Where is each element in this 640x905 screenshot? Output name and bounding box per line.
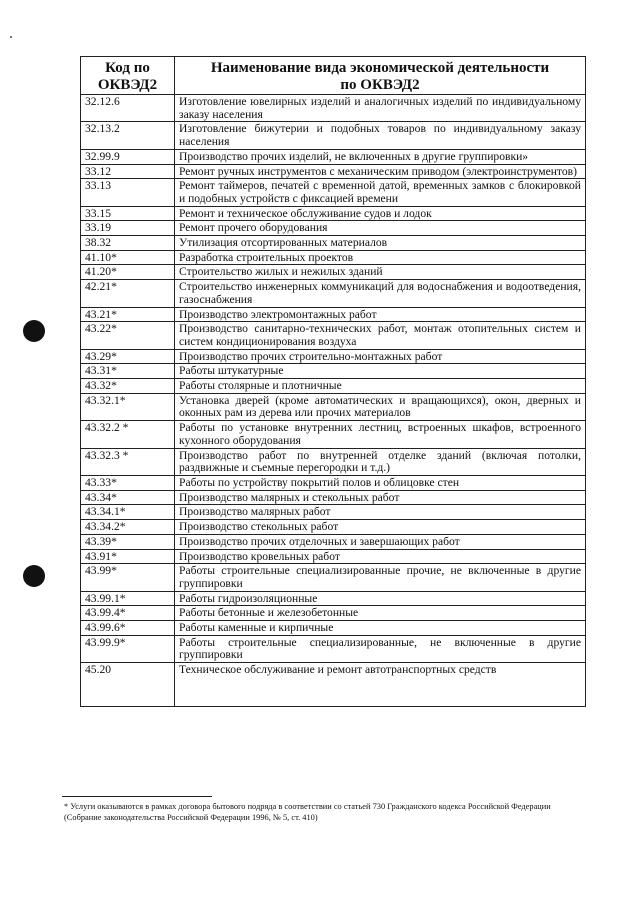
table-row — [81, 621, 586, 636]
table-row — [81, 393, 586, 420]
table-row — [81, 635, 586, 662]
okved-code-cell: 45.20 — [81, 663, 175, 707]
okved-code-cell: 43.34* — [81, 490, 175, 505]
okved-code-cell: 43.31* — [81, 364, 175, 379]
activity-name-cell: Производство работ по внутренней отделке зданий (включая потолки, раздвижные и съемные перегородки и т.д.) — [175, 448, 586, 475]
name-header-line-2: по ОКВЭД2 — [340, 77, 420, 93]
activity-name-cell: Производство электромонтажных работ — [175, 307, 586, 322]
table-row — [81, 591, 586, 606]
punch-hole — [23, 565, 45, 587]
okved-code-cell: 33.19 — [81, 221, 175, 236]
code-header-line-2: ОКВЭД2 — [97, 77, 158, 93]
activity-name-cell: Строительство жилых и нежилых зданий — [175, 265, 586, 280]
code-header-line-1: Код по — [105, 60, 150, 76]
activity-name-cell: Работы строительные специализированные прочие, не включенные в другие группировки — [175, 564, 586, 591]
table-row — [81, 534, 586, 549]
activity-name-cell: Ремонт ручных инструментов с механическим приводом (электроинструментов) — [175, 164, 586, 179]
footnote-separator — [62, 796, 212, 797]
table-row — [81, 490, 586, 505]
okved-code-cell: 38.32 — [81, 236, 175, 251]
activity-name-cell: Разработка строительных проектов — [175, 250, 586, 265]
table-row — [81, 265, 586, 280]
footnote: * Услуги оказываются в рамках договора бытового подряда в соответствии со статьей 730 Гражданского кодекса Российской Федерации (Собрание законодательства Российской Федерации 1996, № 5, ст. 410) — [64, 802, 551, 822]
activity-name-cell: Ремонт прочего оборудования — [175, 221, 586, 236]
activity-name-cell: Работы по установке внутренних лестниц, встроенных шкафов, встроенного кухонного оборудования — [175, 421, 586, 448]
okved-code-cell: 43.99* — [81, 564, 175, 591]
table-row — [81, 349, 586, 364]
activity-name-cell: Производство прочих отделочных и завершающих работ — [175, 534, 586, 549]
okved-code-cell: 43.99.6* — [81, 621, 175, 636]
okved-code-cell: 43.91* — [81, 549, 175, 564]
okved-code-cell: 43.21* — [81, 307, 175, 322]
table-row — [81, 475, 586, 490]
activity-name-cell: Производство малярных и стекольных работ — [175, 490, 586, 505]
okved-code-cell: 32.12.6 — [81, 95, 175, 122]
table-row — [81, 122, 586, 149]
activity-name-cell: Изготовление бижутерии и подобных товаров по индивидуальному заказу населения — [175, 122, 586, 149]
activity-name-cell: Производство кровельных работ — [175, 549, 586, 564]
activity-name-cell: Работы каменные и кирпичные — [175, 621, 586, 636]
activity-name-cell: Изготовление ювелирных изделий и аналогичных изделий по индивидуальному заказу населения — [175, 95, 586, 122]
table-row — [81, 179, 586, 206]
okved-code-cell: 41.10* — [81, 250, 175, 265]
table-row — [81, 364, 586, 379]
activity-name-cell: Ремонт таймеров, печатей с временной датой, временных замков с блокировкой и подобных устройств с фиксацией времени — [175, 179, 586, 206]
activity-name-cell: Производство прочих изделий, не включенных в другие группировки» — [175, 149, 586, 164]
table-row — [81, 221, 586, 236]
table-row — [81, 280, 586, 307]
okved-code-cell: 43.32.2 * — [81, 421, 175, 448]
table-body — [81, 95, 586, 707]
scan-mark — [10, 36, 12, 38]
activity-name-cell: Работы бетонные и железобетонные — [175, 606, 586, 621]
okved-code-cell: 43.32.3 * — [81, 448, 175, 475]
activity-name-cell: Работы штукатурные — [175, 364, 586, 379]
okved-table — [80, 56, 586, 707]
table-row — [81, 549, 586, 564]
activity-name-cell: Ремонт и техническое обслуживание судов и лодок — [175, 206, 586, 221]
okved-code-cell: 33.12 — [81, 164, 175, 179]
activity-name-cell: Утилизация отсортированных материалов — [175, 236, 586, 251]
okved-code-cell: 41.20* — [81, 265, 175, 280]
table-row — [81, 206, 586, 221]
table-row — [81, 379, 586, 394]
activity-name-cell: Работы строительные специализированные, не включенные в другие группировки — [175, 635, 586, 662]
okved-code-cell: 43.32* — [81, 379, 175, 394]
okved-code-cell: 43.39* — [81, 534, 175, 549]
activity-name-cell: Техническое обслуживание и ремонт автотранспортных средств — [175, 663, 586, 707]
okved-code-cell: 43.99.4* — [81, 606, 175, 621]
activity-name-cell: Установка дверей (кроме автоматических и вращающихся), окон, дверных и оконных рам из дерева или прочих материалов — [175, 393, 586, 420]
table-row — [81, 322, 586, 349]
okved-code-cell: 43.34.2* — [81, 520, 175, 535]
activity-name-cell: Работы столярные и плотничные — [175, 379, 586, 394]
okved-code-cell: 32.13.2 — [81, 122, 175, 149]
table-row — [81, 250, 586, 265]
table-row — [81, 164, 586, 179]
activity-name-cell: Производство стекольных работ — [175, 520, 586, 535]
table-row — [81, 663, 586, 707]
activity-name-cell: Производство прочих строительно-монтажных работ — [175, 349, 586, 364]
table-header-row — [81, 57, 586, 95]
okved-code-cell: 42.21* — [81, 280, 175, 307]
activity-name-cell: Производство малярных работ — [175, 505, 586, 520]
punch-hole — [23, 320, 45, 342]
name-header-line-1: Наименование вида экономической деятельности — [210, 60, 550, 76]
table-row — [81, 606, 586, 621]
table-row — [81, 307, 586, 322]
name-column-header — [175, 57, 586, 95]
table-row — [81, 236, 586, 251]
okved-code-cell: 43.22* — [81, 322, 175, 349]
table-row — [81, 505, 586, 520]
okved-code-cell: 43.29* — [81, 349, 175, 364]
activity-name-cell: Строительство инженерных коммуникаций для водоснабжения и водоотведения, газоснабжения — [175, 280, 586, 307]
okved-code-cell: 43.99.1* — [81, 591, 175, 606]
okved-code-cell: 43.32.1* — [81, 393, 175, 420]
code-column-header — [81, 57, 175, 95]
okved-code-cell: 33.15 — [81, 206, 175, 221]
activity-name-cell: Работы гидроизоляционные — [175, 591, 586, 606]
activity-name-cell: Работы по устройству покрытий полов и облицовке стен — [175, 475, 586, 490]
table-row — [81, 520, 586, 535]
table-row — [81, 149, 586, 164]
table-row — [81, 421, 586, 448]
okved-code-cell: 33.13 — [81, 179, 175, 206]
table-row — [81, 95, 586, 122]
activity-name-cell: Производство санитарно-технических работ, монтаж отопительных систем и систем кондиционирования воздуха — [175, 322, 586, 349]
okved-code-cell: 32.99.9 — [81, 149, 175, 164]
okved-code-cell: 43.33* — [81, 475, 175, 490]
okved-code-cell: 43.99.9* — [81, 635, 175, 662]
table-row — [81, 448, 586, 475]
table-row — [81, 564, 586, 591]
okved-code-cell: 43.34.1* — [81, 505, 175, 520]
